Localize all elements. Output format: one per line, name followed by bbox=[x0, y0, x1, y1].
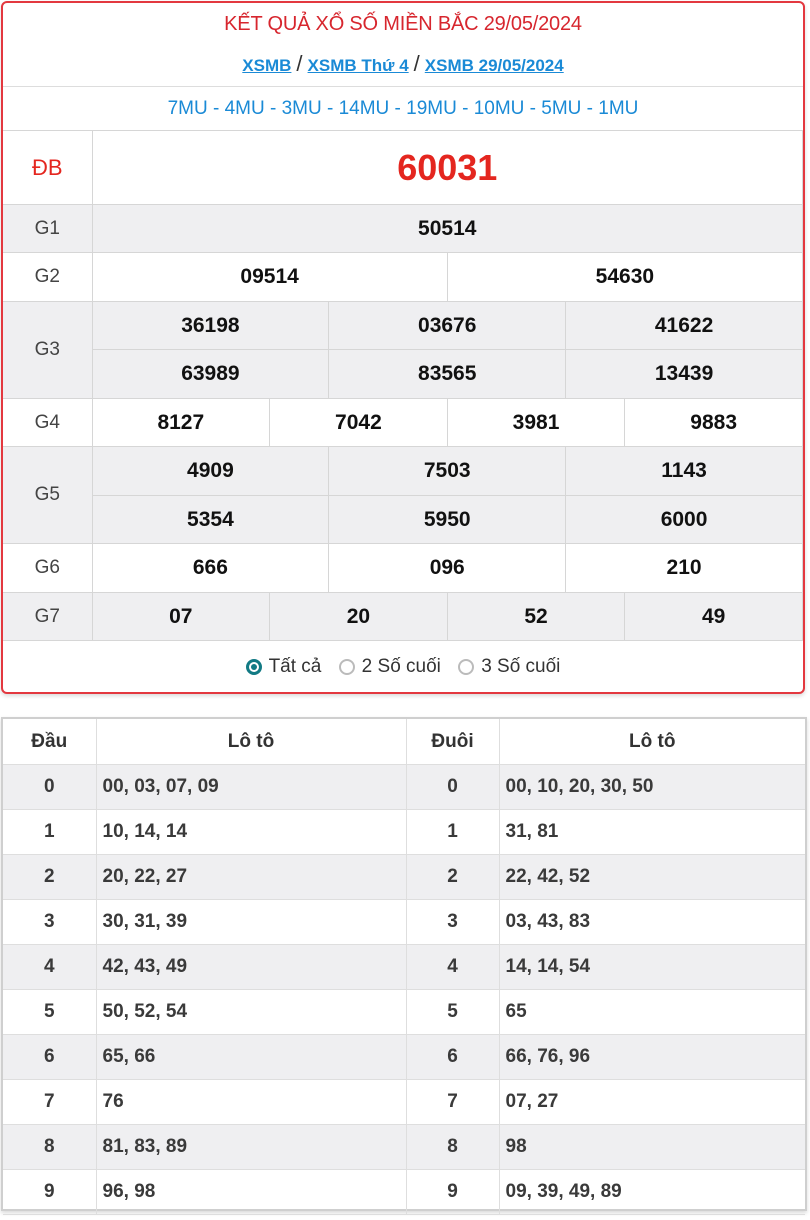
dau-cell: 9 bbox=[3, 1170, 96, 1215]
duoi-loto-cell: 14, 14, 54 bbox=[499, 945, 805, 990]
page-title: KẾT QUẢ XỔ SỐ MIỀN BẮC 29/05/2024 bbox=[224, 13, 582, 35]
prize-label: G2 bbox=[3, 253, 92, 302]
dau-loto-cell: 76 bbox=[96, 1080, 406, 1125]
dau-cell: 0 bbox=[3, 765, 96, 810]
prize-value: 20 bbox=[270, 593, 448, 641]
dau-loto-cell: 10, 14, 14 bbox=[96, 810, 406, 855]
breadcrumb-separator: / bbox=[413, 51, 420, 76]
duoi-cell: 5 bbox=[406, 990, 499, 1035]
prize-row-g5 bbox=[3, 447, 803, 496]
prize-row-db bbox=[3, 131, 803, 205]
dau-loto-cell: 96, 98 bbox=[96, 1170, 406, 1215]
prize-value: 4909 bbox=[92, 447, 329, 496]
results-card bbox=[1, 1, 805, 694]
prize-row-g4 bbox=[3, 399, 803, 447]
dau-cell: 8 bbox=[3, 1125, 96, 1170]
table-row bbox=[3, 765, 805, 810]
dau-cell: 6 bbox=[3, 1035, 96, 1080]
prize-value: 7042 bbox=[270, 399, 448, 447]
duoi-loto-cell: 09, 39, 49, 89 bbox=[499, 1170, 805, 1215]
duoi-cell: 8 bbox=[406, 1125, 499, 1170]
dau-loto-cell: 20, 22, 27 bbox=[96, 855, 406, 900]
prize-value: 5950 bbox=[329, 496, 566, 544]
duoi-loto-cell: 07, 27 bbox=[499, 1080, 805, 1125]
prize-label: G6 bbox=[3, 544, 92, 593]
prize-value: 52 bbox=[447, 593, 625, 641]
breadcrumb-xsmb-link[interactable]: XSMB bbox=[242, 56, 292, 75]
filter-label: 3 Số cuối bbox=[481, 656, 561, 677]
prize-value: 07 bbox=[92, 593, 270, 641]
duoi-cell: 0 bbox=[406, 765, 499, 810]
digit-filter bbox=[3, 656, 803, 681]
prize-value: 9883 bbox=[625, 399, 803, 447]
breadcrumb-weekday-link[interactable]: XSMB Thứ 4 bbox=[307, 56, 409, 75]
prize-value: 09514 bbox=[92, 253, 447, 302]
table-row bbox=[3, 990, 805, 1035]
prize-row-g5b bbox=[3, 496, 803, 544]
filter-last-2-radio[interactable] bbox=[339, 656, 441, 678]
radio-unchecked-icon[interactable] bbox=[339, 659, 355, 675]
prize-value: 666 bbox=[92, 544, 329, 593]
col-header-dau: Đầu bbox=[3, 719, 96, 765]
dau-loto-cell: 00, 03, 07, 09 bbox=[96, 765, 406, 810]
prize-value: 50514 bbox=[92, 205, 803, 253]
dau-cell: 2 bbox=[3, 855, 96, 900]
breadcrumb-separator: / bbox=[296, 51, 303, 76]
prize-value: 83565 bbox=[329, 350, 566, 399]
prize-value: 13439 bbox=[566, 350, 803, 399]
dau-loto-cell: 42, 43, 49 bbox=[96, 945, 406, 990]
prize-value: 3981 bbox=[447, 399, 625, 447]
prize-value: 03676 bbox=[329, 302, 566, 350]
filter-last-3-radio[interactable] bbox=[458, 656, 560, 678]
dau-loto-cell: 65, 66 bbox=[96, 1035, 406, 1080]
filter-all-radio[interactable] bbox=[246, 656, 322, 678]
prize-value: 36198 bbox=[92, 302, 329, 350]
prize-value: 54630 bbox=[447, 253, 802, 302]
prize-label: G5 bbox=[3, 447, 92, 544]
dau-loto-cell: 30, 31, 39 bbox=[96, 900, 406, 945]
prize-row-g3b bbox=[3, 350, 803, 399]
duoi-cell: 1 bbox=[406, 810, 499, 855]
dau-cell: 3 bbox=[3, 900, 96, 945]
special-prize-value: 60031 bbox=[92, 131, 803, 205]
duoi-loto-cell: 22, 42, 52 bbox=[499, 855, 805, 900]
table-row bbox=[3, 1035, 805, 1080]
duoi-loto-cell: 66, 76, 96 bbox=[499, 1035, 805, 1080]
dau-cell: 7 bbox=[3, 1080, 96, 1125]
table-row bbox=[3, 900, 805, 945]
col-header-loto: Lô tô bbox=[499, 719, 805, 765]
col-header-duoi: Đuôi bbox=[406, 719, 499, 765]
loto-header-row bbox=[3, 719, 805, 765]
col-header-loto: Lô tô bbox=[96, 719, 406, 765]
dau-loto-cell: 81, 83, 89 bbox=[96, 1125, 406, 1170]
prize-table bbox=[3, 130, 803, 641]
dau-cell: 4 bbox=[3, 945, 96, 990]
duoi-cell: 9 bbox=[406, 1170, 499, 1215]
table-row bbox=[3, 1080, 805, 1125]
prize-label: G3 bbox=[3, 302, 92, 399]
prize-row-g2 bbox=[3, 253, 803, 302]
prize-value: 63989 bbox=[92, 350, 329, 399]
prize-row-g6 bbox=[3, 544, 803, 593]
dau-cell: 1 bbox=[3, 810, 96, 855]
breadcrumb-date-link[interactable]: XSMB 29/05/2024 bbox=[424, 56, 564, 75]
table-row bbox=[3, 855, 805, 900]
duoi-loto-cell: 65 bbox=[499, 990, 805, 1035]
prize-value: 6000 bbox=[566, 496, 803, 544]
table-row bbox=[3, 1170, 805, 1215]
filter-label: Tất cả bbox=[268, 656, 322, 677]
dau-cell: 5 bbox=[3, 990, 96, 1035]
duoi-loto-cell: 03, 43, 83 bbox=[499, 900, 805, 945]
prize-label: G7 bbox=[3, 593, 92, 641]
duoi-cell: 2 bbox=[406, 855, 499, 900]
duoi-cell: 3 bbox=[406, 900, 499, 945]
dau-loto-cell: 50, 52, 54 bbox=[96, 990, 406, 1035]
duoi-cell: 4 bbox=[406, 945, 499, 990]
prize-row-g3 bbox=[3, 302, 803, 350]
prize-row-g1 bbox=[3, 205, 803, 253]
loto-table bbox=[3, 719, 805, 1215]
prize-value: 7503 bbox=[329, 447, 566, 496]
prize-label: G1 bbox=[3, 205, 92, 253]
prize-value: 8127 bbox=[92, 399, 270, 447]
prize-value: 49 bbox=[625, 593, 803, 641]
prize-value: 5354 bbox=[92, 496, 329, 544]
draw-codes: 7MU - 4MU - 3MU - 14MU - 19MU - 10MU - 5MU - 1MU bbox=[3, 86, 803, 131]
prize-value: 096 bbox=[329, 544, 566, 593]
prize-label: ĐB bbox=[3, 131, 92, 205]
prize-row-g7 bbox=[3, 593, 803, 641]
loto-table-card bbox=[1, 717, 807, 1211]
table-row bbox=[3, 1125, 805, 1170]
radio-checked-icon[interactable] bbox=[246, 659, 262, 675]
radio-unchecked-icon[interactable] bbox=[458, 659, 474, 675]
duoi-loto-cell: 31, 81 bbox=[499, 810, 805, 855]
prize-value: 41622 bbox=[566, 302, 803, 350]
table-row bbox=[3, 810, 805, 855]
prize-label: G4 bbox=[3, 399, 92, 447]
duoi-loto-cell: 98 bbox=[499, 1125, 805, 1170]
prize-value: 1143 bbox=[566, 447, 803, 496]
duoi-loto-cell: 00, 10, 20, 30, 50 bbox=[499, 765, 805, 810]
duoi-cell: 6 bbox=[406, 1035, 499, 1080]
filter-label: 2 Số cuối bbox=[361, 656, 441, 677]
breadcrumb bbox=[3, 51, 803, 77]
duoi-cell: 7 bbox=[406, 1080, 499, 1125]
prize-value: 210 bbox=[566, 544, 803, 593]
table-row bbox=[3, 945, 805, 990]
